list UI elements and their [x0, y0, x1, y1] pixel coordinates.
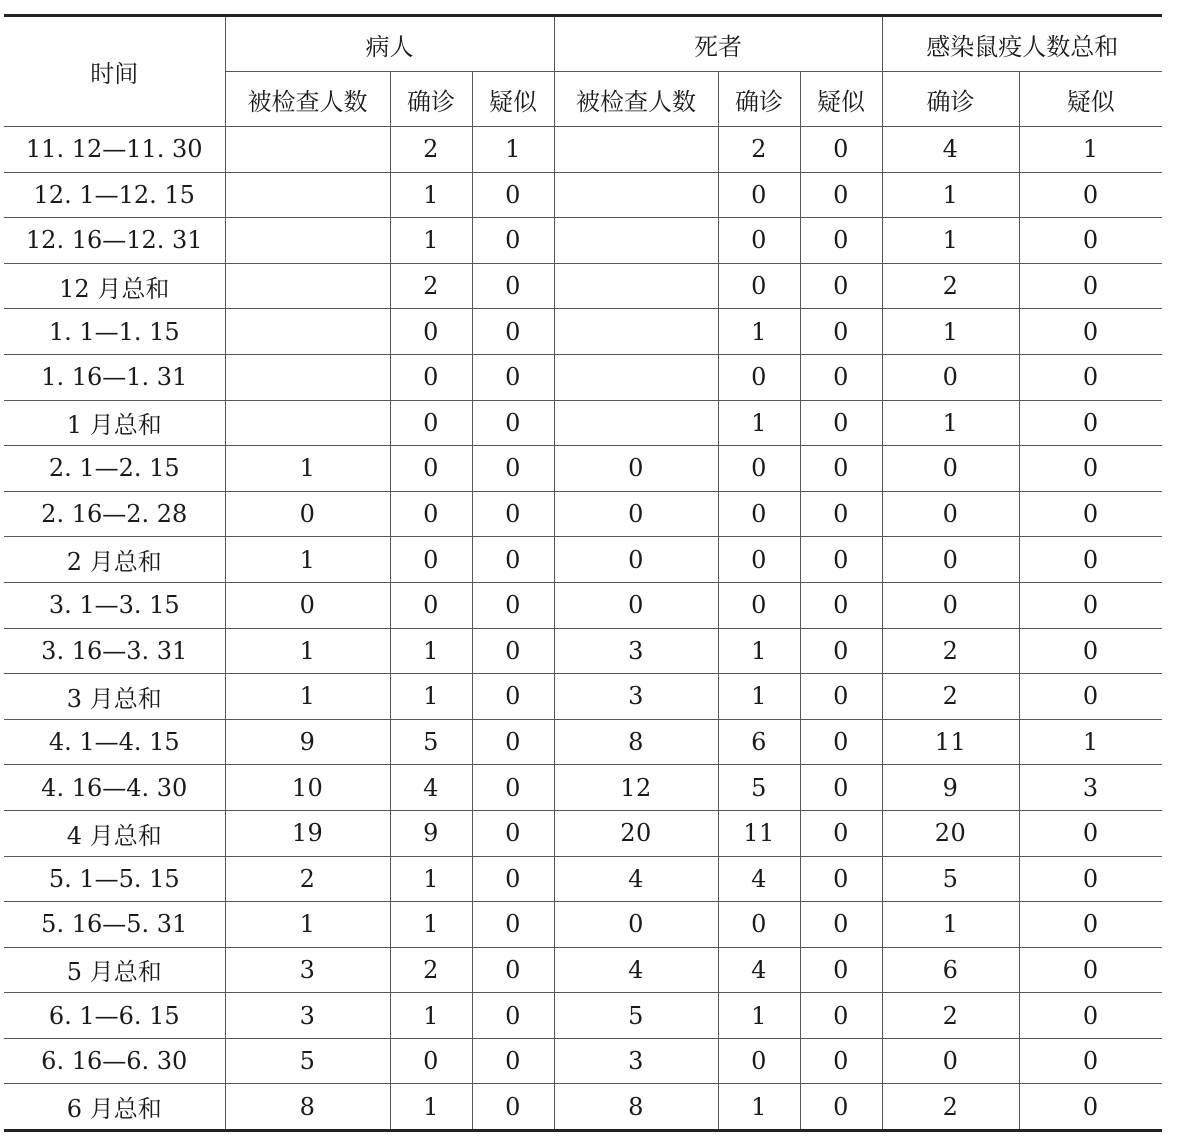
table-cell: 0: [225, 582, 390, 628]
plague-statistics-table: [4, 14, 1162, 1132]
table-cell: 5: [882, 856, 1019, 902]
table-row: [4, 856, 1162, 902]
table-cell: 1: [882, 902, 1019, 948]
table-cell: 0: [800, 810, 882, 856]
table-cell: 5: [718, 765, 800, 811]
table-cell: 6: [718, 719, 800, 765]
table-cell: 0: [390, 309, 472, 355]
table-cell: 0: [882, 446, 1019, 492]
table-cell: 0: [472, 902, 554, 948]
row-period-cell: 5. 1—5. 15: [4, 856, 225, 902]
table-cell: 1: [225, 628, 390, 674]
table-cell: 0: [800, 628, 882, 674]
table-cell: 1: [225, 446, 390, 492]
table-cell: 0: [1019, 172, 1162, 218]
table-cell: 5: [225, 1038, 390, 1084]
table-cell: 0: [472, 491, 554, 537]
table-cell: 1: [390, 1084, 472, 1131]
table-cell: 0: [554, 537, 718, 583]
table-cell: [225, 400, 390, 446]
table-cell: 1: [718, 628, 800, 674]
table-cell: 2: [882, 263, 1019, 309]
table-cell: 2: [882, 1084, 1019, 1131]
row-period-cell: 12. 16—12. 31: [4, 218, 225, 264]
table-cell: 0: [718, 354, 800, 400]
table-cell: 1: [882, 218, 1019, 264]
table-cell: 0: [472, 856, 554, 902]
table-cell: 0: [472, 400, 554, 446]
table-cell: 0: [472, 628, 554, 674]
table-row: [4, 902, 1162, 948]
table-cell: [554, 354, 718, 400]
table-cell: 3: [554, 674, 718, 720]
table-row: [4, 1084, 1162, 1131]
group-header-total-infected: 感染鼠疫人数总和: [882, 16, 1162, 72]
table-cell: 0: [718, 537, 800, 583]
table-cell: 11: [718, 810, 800, 856]
table-cell: 4: [718, 856, 800, 902]
table-cell: [554, 172, 718, 218]
table-cell: 0: [472, 1038, 554, 1084]
table-cell: 0: [800, 765, 882, 811]
table-cell: 8: [225, 1084, 390, 1131]
table-cell: 0: [472, 537, 554, 583]
row-period-cell: 3. 1—3. 15: [4, 582, 225, 628]
table-cell: 0: [472, 1084, 554, 1131]
table-cell: 0: [1019, 947, 1162, 993]
table-cell: 0: [1019, 1038, 1162, 1084]
table-cell: 20: [554, 810, 718, 856]
table-cell: [554, 218, 718, 264]
table-cell: 1: [390, 993, 472, 1039]
table-row: [4, 309, 1162, 355]
table-cell: [554, 263, 718, 309]
table-cell: 0: [472, 810, 554, 856]
table-cell: 0: [1019, 309, 1162, 355]
table-cell: [225, 309, 390, 355]
group-header-patients: 病人: [225, 16, 554, 72]
row-period-cell: 2. 1—2. 15: [4, 446, 225, 492]
table-cell: 0: [800, 172, 882, 218]
table-cell: 1: [882, 400, 1019, 446]
table-cell: 2: [882, 993, 1019, 1039]
table-cell: 0: [800, 263, 882, 309]
table-cell: 1: [472, 127, 554, 173]
table-row: [4, 947, 1162, 993]
table-cell: 3: [1019, 765, 1162, 811]
table-cell: 0: [472, 947, 554, 993]
row-period-cell: 11. 12—11. 30: [4, 127, 225, 173]
table-cell: 0: [390, 582, 472, 628]
table-cell: 1: [718, 674, 800, 720]
table-cell: 0: [800, 1084, 882, 1131]
table-cell: 6: [882, 947, 1019, 993]
table-cell: 8: [554, 1084, 718, 1131]
table-cell: [225, 218, 390, 264]
table-cell: 0: [390, 354, 472, 400]
table-cell: 0: [718, 263, 800, 309]
table-cell: 0: [800, 582, 882, 628]
table-cell: 0: [800, 537, 882, 583]
table-cell: 1: [390, 902, 472, 948]
row-period-cell: 2 月总和: [4, 537, 225, 583]
table-cell: 0: [390, 537, 472, 583]
table-cell: 1: [718, 993, 800, 1039]
table-cell: 9: [882, 765, 1019, 811]
table-cell: 0: [1019, 491, 1162, 537]
table-cell: 0: [1019, 1084, 1162, 1131]
row-period-cell: 6 月总和: [4, 1084, 225, 1131]
table-row: [4, 354, 1162, 400]
table-cell: 0: [1019, 354, 1162, 400]
table-cell: 0: [800, 1038, 882, 1084]
table-cell: 0: [472, 172, 554, 218]
table-cell: 0: [882, 582, 1019, 628]
time-column-header: 时间: [4, 16, 225, 127]
table-cell: 1: [390, 674, 472, 720]
table-cell: 0: [718, 172, 800, 218]
table-row: [4, 993, 1162, 1039]
table-cell: 0: [882, 537, 1019, 583]
table-cell: 0: [554, 902, 718, 948]
table-cell: 0: [800, 719, 882, 765]
table-row: [4, 628, 1162, 674]
table-cell: 0: [390, 1038, 472, 1084]
table-cell: 1: [225, 902, 390, 948]
table-cell: 2: [390, 127, 472, 173]
table-cell: 3: [225, 947, 390, 993]
table-cell: 0: [800, 309, 882, 355]
table-cell: 3: [554, 628, 718, 674]
table-cell: 4: [390, 765, 472, 811]
table-cell: 4: [718, 947, 800, 993]
row-period-cell: 5 月总和: [4, 947, 225, 993]
table-cell: 1: [390, 172, 472, 218]
table-cell: 0: [1019, 902, 1162, 948]
table-row: [4, 172, 1162, 218]
table-cell: 0: [472, 765, 554, 811]
row-period-cell: 4. 16—4. 30: [4, 765, 225, 811]
row-period-cell: 12 月总和: [4, 263, 225, 309]
table-cell: 1: [390, 628, 472, 674]
table-cell: 0: [472, 354, 554, 400]
table-cell: 9: [225, 719, 390, 765]
table-cell: 5: [554, 993, 718, 1039]
table-cell: 1: [882, 172, 1019, 218]
table-row: [4, 582, 1162, 628]
table-cell: 0: [1019, 628, 1162, 674]
table-cell: 0: [390, 446, 472, 492]
table-row: [4, 400, 1162, 446]
table-cell: 0: [800, 947, 882, 993]
table-cell: 0: [1019, 993, 1162, 1039]
table-cell: 3: [225, 993, 390, 1039]
row-period-cell: 3 月总和: [4, 674, 225, 720]
table-cell: 0: [1019, 537, 1162, 583]
table-cell: 1: [390, 856, 472, 902]
table-cell: 1: [225, 674, 390, 720]
header-row-groups: [4, 16, 1162, 72]
table-cell: 0: [800, 856, 882, 902]
table-cell: 2: [225, 856, 390, 902]
row-period-cell: 2. 16—2. 28: [4, 491, 225, 537]
table-cell: 0: [472, 582, 554, 628]
table-cell: 0: [800, 218, 882, 264]
row-period-cell: 6. 1—6. 15: [4, 993, 225, 1039]
table-cell: 0: [472, 263, 554, 309]
row-period-cell: 1 月总和: [4, 400, 225, 446]
table-cell: 0: [1019, 263, 1162, 309]
table-row: [4, 674, 1162, 720]
row-period-cell: 1. 1—1. 15: [4, 309, 225, 355]
table-cell: 0: [472, 446, 554, 492]
table-cell: 0: [718, 1038, 800, 1084]
table-cell: 0: [390, 491, 472, 537]
table-cell: [225, 354, 390, 400]
table-cell: 0: [390, 400, 472, 446]
table-cell: 1: [882, 309, 1019, 355]
table-cell: [225, 127, 390, 173]
table-cell: [554, 400, 718, 446]
table-cell: 1: [390, 218, 472, 264]
table-cell: 11: [882, 719, 1019, 765]
table-cell: 1: [1019, 719, 1162, 765]
table-cell: 0: [882, 491, 1019, 537]
table-cell: 1: [1019, 127, 1162, 173]
table-cell: 0: [554, 491, 718, 537]
table-row: [4, 810, 1162, 856]
table-cell: 0: [718, 446, 800, 492]
table-cell: 0: [472, 674, 554, 720]
table-row: [4, 446, 1162, 492]
subcolumn-header: 疑似: [1019, 72, 1162, 127]
table-cell: 0: [1019, 674, 1162, 720]
subcolumn-header: 被检查人数: [225, 72, 390, 127]
table-cell: 10: [225, 765, 390, 811]
table-cell: 0: [718, 582, 800, 628]
row-period-cell: 4 月总和: [4, 810, 225, 856]
table-cell: 0: [882, 1038, 1019, 1084]
table-row: [4, 719, 1162, 765]
table-cell: 19: [225, 810, 390, 856]
table-cell: 0: [472, 719, 554, 765]
table-cell: 0: [1019, 400, 1162, 446]
table-cell: [225, 263, 390, 309]
table-cell: 8: [554, 719, 718, 765]
table-cell: 0: [718, 218, 800, 264]
table-cell: 5: [390, 719, 472, 765]
table-row: [4, 491, 1162, 537]
table-cell: 1: [718, 309, 800, 355]
table-cell: 0: [554, 446, 718, 492]
table-cell: 0: [472, 218, 554, 264]
table-cell: 0: [1019, 582, 1162, 628]
table-cell: 0: [1019, 810, 1162, 856]
row-period-cell: 5. 16—5. 31: [4, 902, 225, 948]
table-row: [4, 537, 1162, 583]
table-cell: 0: [800, 446, 882, 492]
subcolumn-header: 确诊: [882, 72, 1019, 127]
table-cell: 0: [800, 400, 882, 446]
subcolumn-header: 确诊: [718, 72, 800, 127]
table-cell: 2: [882, 674, 1019, 720]
table-cell: 1: [718, 1084, 800, 1131]
table-cell: 2: [390, 947, 472, 993]
table-row: [4, 218, 1162, 264]
table-cell: 0: [1019, 218, 1162, 264]
table-cell: 0: [800, 354, 882, 400]
group-header-deceased: 死者: [554, 16, 882, 72]
subcolumn-header: 疑似: [800, 72, 882, 127]
table-cell: 0: [800, 127, 882, 173]
table-cell: 4: [882, 127, 1019, 173]
table-cell: 0: [472, 309, 554, 355]
row-period-cell: 1. 16—1. 31: [4, 354, 225, 400]
table-row: [4, 765, 1162, 811]
table-cell: 9: [390, 810, 472, 856]
subcolumn-header: 被检查人数: [554, 72, 718, 127]
table-body: [4, 127, 1162, 1131]
table-cell: [554, 127, 718, 173]
table-row: [4, 1038, 1162, 1084]
table-cell: [554, 309, 718, 355]
row-period-cell: 4. 1—4. 15: [4, 719, 225, 765]
table-cell: 12: [554, 765, 718, 811]
table-cell: 0: [882, 354, 1019, 400]
table-cell: 4: [554, 947, 718, 993]
table-cell: 0: [1019, 446, 1162, 492]
table-cell: 0: [800, 993, 882, 1039]
table-row: [4, 263, 1162, 309]
row-period-cell: 12. 1—12. 15: [4, 172, 225, 218]
table-row: [4, 127, 1162, 173]
table-cell: 2: [718, 127, 800, 173]
table-cell: 0: [554, 582, 718, 628]
table-cell: 0: [472, 993, 554, 1039]
table-cell: 0: [800, 491, 882, 537]
row-period-cell: 6. 16—6. 30: [4, 1038, 225, 1084]
table-cell: 0: [800, 674, 882, 720]
subcolumn-header: 确诊: [390, 72, 472, 127]
table-cell: 4: [554, 856, 718, 902]
table-cell: 0: [800, 902, 882, 948]
table-cell: 0: [718, 491, 800, 537]
table-cell: 0: [1019, 856, 1162, 902]
table-cell: 3: [554, 1038, 718, 1084]
table-cell: 1: [718, 400, 800, 446]
table-cell: 0: [718, 902, 800, 948]
subcolumn-header: 疑似: [472, 72, 554, 127]
table-cell: 20: [882, 810, 1019, 856]
table-cell: 1: [225, 537, 390, 583]
row-period-cell: 3. 16—3. 31: [4, 628, 225, 674]
table-cell: 2: [882, 628, 1019, 674]
table-cell: 2: [390, 263, 472, 309]
table-cell: 0: [225, 491, 390, 537]
table-cell: [225, 172, 390, 218]
